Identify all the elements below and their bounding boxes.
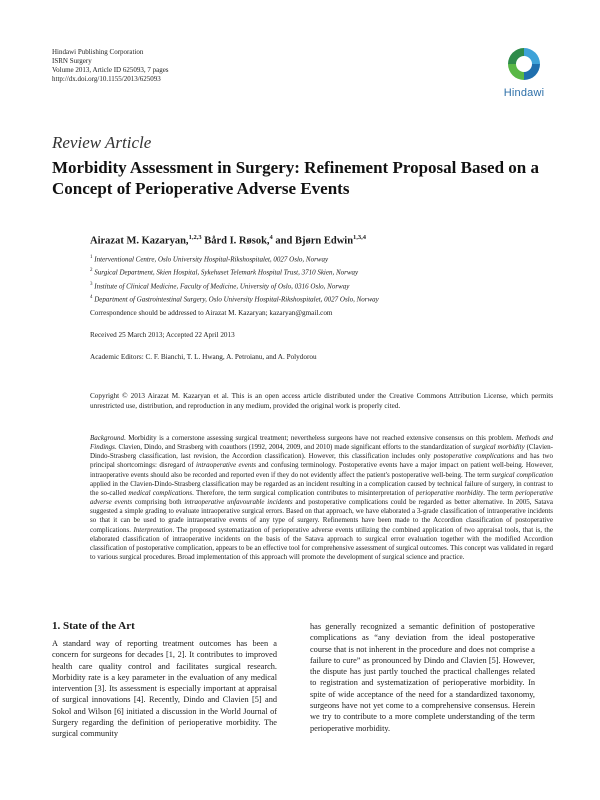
abstract-emphasis: intraoperative unfavourable incidents <box>184 498 293 507</box>
abstract-text: . Morbidity is a cornerstone assessing surgical treatment; nevertheless surgeons have not reached extensive consensus on this problem. <box>123 434 516 442</box>
volume-info: Volume 2013, Article ID 625093, 7 pages <box>52 66 169 74</box>
abstract-emphasis: surgical complication <box>491 470 554 479</box>
affiliation-number: 3 <box>90 281 93 287</box>
affiliation-item <box>90 252 379 265</box>
abstract-text: and postoperative complications could be regarded as better alternative. In 2005, Satava suggested a simple grading to evaluate intraoperative surgical errors. Based on that approach, we have elaborated a 3-grade classification of intraoperative incidents so that it can be used to grade intraoperative events of any type of surgery. Refinements have been made to the Accordion classification of postoperative complications. <box>90 498 553 534</box>
affiliation-number: 1 <box>90 255 93 260</box>
received-date: Received 25 March 2013; Accepted 22 April 2013 <box>90 331 235 339</box>
author-affiliation-ref: 4 <box>269 234 273 241</box>
author-affiliation-ref: 1,3,4 <box>353 234 367 241</box>
hindawi-logo-icon <box>506 46 542 82</box>
author-affiliation-ref: 1,2,3 <box>188 234 202 241</box>
abstract-emphasis: Interpretation <box>133 525 173 534</box>
affiliation-text: Surgical Department, Skien Hospital, Sykehuset Telemark Hospital Trust, 3710 Skien, Norway <box>94 268 359 277</box>
affiliation-text: Department of Gastrointestinal Surgery, Oslo University Hospital-Rikshospitalet, 0027 Oslo, Norway <box>94 295 379 304</box>
abstract-emphasis: surgical morbidity <box>472 443 525 452</box>
article-title: Morbidity Assessment in Surgery: Refinement Proposal Based on a Concept of Perioperative Adverse Events <box>52 158 540 198</box>
affiliation-text: Interventional Centre, Oslo University Hospital-Rikshospitalet, 0027 Oslo, Norway <box>94 255 329 264</box>
author-list <box>90 234 366 247</box>
body-column-right: has generally recognized a semantic definition of postoperative complications as “any deviation from the ideal postoperative course that is not inherent in the procedure and does not comprise a failure to cure” as pronounced by Dindo and Clavien [5]. However, the dispute has just partly touched the practical challenges related to registration and systematization of perioperative morbidity. In spite of wide acceptance of the need for a standardized taxonomy, surgeons have not yet come to a comprehensive consensus. Herein we try to contribute to a more complete understanding of the term perioperative morbidity. <box>310 622 535 733</box>
affiliation-list <box>90 252 379 305</box>
abstract-emphasis: intraoperative events <box>196 461 256 470</box>
abstract-emphasis: Background <box>90 434 124 442</box>
abstract <box>90 434 553 562</box>
correspondence: Correspondence should be addressed to Airazat M. Kazaryan; kazaryan@gmail.com <box>90 309 333 317</box>
affiliation-item <box>90 265 379 278</box>
academic-editors: Academic Editors: C. F. Bianchi, T. L. Hwang, A. Petroianu, and A. Polydorou <box>90 353 317 361</box>
abstract-emphasis: perioperative morbidity <box>415 488 484 497</box>
affiliation-number: 4 <box>90 294 93 300</box>
abstract-text: (Clavien-Dindo-Strasberg classification, last revision, the Accordion classification). However, this classification includes only <box>90 443 553 461</box>
abstract-emphasis: medical complications <box>128 488 193 497</box>
body-column-left: A standard way of reporting treatment outcomes has been a concern for surgeons for decades [1, 2]. It contributes to improved health care quality control and facilitates surgical research. Morbidity rate is a key parameter in the evaluation of any medical intervention [3]. Its assessment is especially important at appraisal of surgical innovations [4]. Recently, Dindo and Clavien [5] and Sokol and Wilson [6] initiated a discussion in the World Journal of Surgery regarding the definition of perioperative morbidity. The surgical community <box>52 639 277 739</box>
author-name: Bård I. Røsok, <box>204 235 270 247</box>
copyright-notice: Copyright © 2013 Airazat M. Kazaryan et al. This is an open access article distributed under the Creative Commons Attribution License, which permits unrestricted use, distribution, and reproduction in any medium, provided the original work is properly cited. <box>90 392 553 410</box>
abstract-text: comprising both <box>132 498 185 507</box>
author-name: and Bjørn Edwin <box>275 235 354 247</box>
journal-name: ISRN Surgery <box>52 57 92 65</box>
abstract-text: . The term <box>483 488 516 497</box>
hindawi-logo-text: Hindawi <box>503 87 545 99</box>
article-type: Review Article <box>52 133 152 152</box>
affiliation-number: 2 <box>90 268 93 274</box>
section-heading: 1. State of the Art <box>52 620 135 632</box>
abstract-emphasis: postoperative complications <box>433 452 515 461</box>
doi-link[interactable]: http://dx.doi.org/10.1155/2013/625093 <box>52 75 161 83</box>
abstract-text: . Therefore, the term surgical complication contributes to misinterpretation of <box>192 488 416 497</box>
hindawi-logo <box>496 46 552 99</box>
affiliation-text: Institute of Clinical Medicine, Faculty of Medicine, University of Oslo, 0316 Oslo, Norway <box>94 281 350 290</box>
publisher-name: Hindawi Publishing Corporation <box>52 48 144 56</box>
abstract-text: . Clavien, Dindo, and Strasberg with coauthors (1992, 2004, 2009, and 2010) made significant efforts to the standardization of <box>114 443 473 452</box>
author-name: Airazat M. Kazaryan, <box>90 235 189 247</box>
abstract-text: applied in the Clavien-Dindo-Strasberg classification may be regarded as an incident resulting in a complication caused by technical failure of surgery, in contrast to the so-called <box>90 479 553 497</box>
abstract-text: . The proposed systematization of perioperative adverse events utilizing the combined application of two appraisal tools, that is, the elaborated classification of intraoperative incidents on the basis of the Satava approach to surgical error evaluation together with the modified Accordion classification of postoperative complication, appears to be an effective tool for comprehensive assessment of surgical outcomes. This concept was validated in regard to various surgical procedures. Broad implementation of this approach will promote the development of surgical science and practice. <box>90 525 553 562</box>
abstract-emphasis: perioperative adverse events <box>90 488 553 507</box>
publisher-info <box>52 48 169 84</box>
affiliation-item <box>90 279 379 292</box>
abstract-text: and confusing terminology. Postoperative events have a major impact on patient well-being. However, intraoperative events should also be recorded and reported even if they do not evidently affect the patient's postoperative well-being. The term <box>90 461 554 479</box>
abstract-emphasis: Methods and Findings <box>90 434 553 452</box>
affiliation-item <box>90 292 379 305</box>
abstract-text: and has two principal shortcomings: disregard of <box>90 452 553 470</box>
